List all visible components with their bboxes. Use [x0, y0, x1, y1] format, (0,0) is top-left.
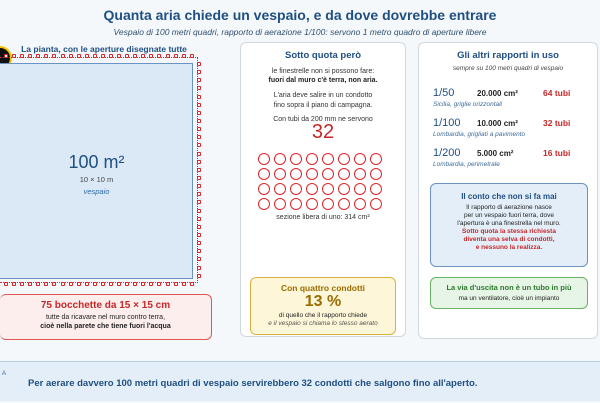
plan-title: La pianta, con le aperture disegnate tutte — [21, 44, 187, 54]
four-ducts-line1: di quello che il rapporto chiede — [278, 312, 368, 319]
vent-mark — [197, 152, 201, 156]
vent-mark — [61, 54, 65, 58]
vent-mark — [141, 282, 145, 286]
four-ducts-percent: 13 % — [304, 293, 342, 310]
below-grade-line3 — [241, 91, 405, 111]
vent-mark — [182, 54, 186, 58]
ratio-value: 1/50 — [433, 87, 455, 99]
vent-mark — [61, 282, 65, 286]
vent-mark — [197, 86, 201, 90]
vent-mark — [157, 282, 161, 286]
tube-section-caption: sezione libera di uno: 314 cm² — [276, 214, 370, 221]
vent-mark — [197, 241, 201, 245]
tube-circle — [258, 153, 270, 165]
vent-mark — [20, 282, 24, 286]
vent-mark — [197, 95, 201, 99]
vent-mark — [69, 282, 73, 286]
never-counted-line2: per un vespaio fuori terra, dove — [464, 212, 554, 219]
vent-mark — [197, 274, 201, 278]
vent-mark — [125, 282, 129, 286]
tube-circle — [306, 183, 318, 195]
area-label: vespaio — [83, 187, 110, 196]
tube-circle — [274, 168, 286, 180]
vent-mark — [28, 282, 32, 286]
four-ducts-line2: e il vespaio si chiama lo stesso aerato — [268, 320, 378, 327]
tube-circle — [370, 183, 382, 195]
vent-mark — [133, 282, 137, 286]
never-counted-line3: l'apertura è una finestrella nel muro. — [457, 220, 561, 227]
vent-mark — [44, 282, 48, 286]
never-counted-callout — [430, 183, 588, 267]
below-grade-line2: fuori dal muro c'è terra, non aria. — [268, 77, 378, 84]
ratio-area: 5.000 cm² — [477, 149, 514, 158]
vent-mark — [141, 54, 145, 58]
tube-size-line: Con tubi da 200 mm ne servono — [273, 116, 373, 123]
page-title: Quanta aria chiede un vespaio, e da dove dovrebbe entrare — [103, 7, 497, 23]
ratio-desc: Lombardia, perimetrale — [433, 161, 500, 168]
tube-circle — [370, 198, 382, 210]
vent-mark — [85, 282, 89, 286]
vent-mark — [197, 217, 201, 221]
vent-mark — [197, 225, 201, 229]
vent-mark — [166, 282, 170, 286]
vent-mark — [4, 282, 8, 286]
vent-mark — [12, 282, 16, 286]
tube-circle — [354, 183, 366, 195]
vent-mark — [197, 176, 201, 180]
below-grade-line1: le finestrelle non si possono fare: — [271, 68, 375, 75]
tube-count: 32 — [311, 121, 335, 143]
tube-circle — [258, 183, 270, 195]
vent-mark — [69, 54, 73, 58]
tube-circle — [322, 153, 334, 165]
never-counted-line5: diventa una selva di condotti, — [463, 236, 555, 243]
vent-mark — [174, 54, 178, 58]
tube-circle — [290, 153, 302, 165]
vent-mark — [117, 282, 121, 286]
tube-circle — [290, 198, 302, 210]
vent-mark — [197, 168, 201, 172]
tube-circle — [290, 168, 302, 180]
vent-mark — [36, 54, 40, 58]
vent-mark — [190, 282, 194, 286]
ratios-subtitle: sempre su 100 metri quadri di vespaio — [452, 65, 564, 72]
ratio-value: 1/100 — [433, 117, 461, 129]
vent-mark — [197, 160, 201, 164]
floor-plan — [0, 57, 198, 283]
vents-top — [4, 54, 194, 58]
tube-circle — [338, 198, 350, 210]
vent-mark — [190, 54, 194, 58]
vent-mark — [197, 62, 201, 66]
vent-mark — [77, 54, 81, 58]
tube-circle — [306, 198, 318, 210]
tube-circle — [338, 153, 350, 165]
vent-mark — [93, 282, 97, 286]
vent-mark — [93, 54, 97, 58]
ratio-value: 1/200 — [433, 147, 461, 159]
vents-bottom — [4, 282, 194, 286]
below-grade-line3a: L'aria deve salire in un condotto — [273, 92, 373, 99]
tube-circle — [370, 168, 382, 180]
vent-mark — [149, 54, 153, 58]
never-counted-line4: Sotto quota la stessa richiesta — [462, 228, 556, 235]
vent-mark — [36, 282, 40, 286]
vent-mark — [157, 54, 161, 58]
vent-mark — [197, 200, 201, 204]
never-counted-line1: Il rapporto di aerazione nasce — [466, 204, 552, 211]
vent-mark — [197, 127, 201, 131]
vent-mark — [101, 282, 105, 286]
vent-mark — [101, 54, 105, 58]
way-out-line1: ma un ventilatore, cioè un impianto — [458, 295, 560, 302]
ratios-heading: Gli altri rapporti in uso — [457, 50, 559, 61]
vent-count-line2: cioè nella parete che tiene fuori l'acqua — [40, 323, 171, 330]
tube-circle — [290, 183, 302, 195]
vent-mark — [197, 78, 201, 82]
tube-circle — [370, 153, 382, 165]
vent-mark — [197, 119, 201, 123]
vents-right — [197, 62, 201, 278]
vent-mark — [197, 184, 201, 188]
vent-mark — [109, 282, 113, 286]
never-counted-heading: Il conto che non si fa mai — [461, 192, 557, 201]
area-dimensions: 10 × 10 m — [79, 175, 114, 184]
ratio-tubes: 64 tubi — [543, 88, 571, 98]
vent-mark — [197, 233, 201, 237]
tube-circle — [322, 198, 334, 210]
vent-mark — [197, 192, 201, 196]
vent-mark — [182, 282, 186, 286]
vent-mark — [197, 111, 201, 115]
vent-mark — [28, 54, 32, 58]
vent-mark — [197, 209, 201, 213]
vent-mark — [197, 70, 201, 74]
footer-tag: A — [2, 371, 7, 377]
vent-mark — [197, 266, 201, 270]
never-counted-text — [431, 204, 587, 228]
vent-mark — [52, 282, 56, 286]
vent-mark — [197, 135, 201, 139]
below-grade-heading: Sotto quota però — [285, 50, 361, 61]
vent-count-line1: tutte da ricavare nel muro contro terra, — [45, 314, 166, 321]
tube-circle — [322, 168, 334, 180]
tube-circle — [306, 168, 318, 180]
four-ducts-callout — [250, 277, 396, 335]
vent-mark — [125, 54, 129, 58]
vent-mark — [85, 54, 89, 58]
tube-circle — [338, 183, 350, 195]
tube-circle — [338, 168, 350, 180]
tube-circle — [258, 168, 270, 180]
ratio-area: 10.000 cm² — [477, 119, 518, 128]
vent-mark — [109, 54, 113, 58]
vent-mark — [197, 249, 201, 253]
tube-circle — [274, 183, 286, 195]
page-subtitle: Vespaio di 100 metri quadri, rapporto di aerazione 1/100: servono 1 metro quadro di aperture libere — [113, 27, 487, 37]
vent-mark — [197, 143, 201, 147]
footer-text: Per aerare davvero 100 metri quadri di vespaio servirebbero 32 condotti che salgono fino all'aperto. — [28, 378, 478, 389]
vent-mark — [117, 54, 121, 58]
ratio-tubes: 32 tubi — [543, 118, 571, 128]
vent-mark — [166, 54, 170, 58]
vent-mark — [12, 54, 16, 58]
footer-banner — [0, 361, 600, 401]
tube-circle — [354, 153, 366, 165]
ratio-row — [433, 87, 593, 108]
vent-count-heading: 75 bocchette da 15 × 15 cm — [40, 300, 171, 311]
ratio-area: 20.000 cm² — [477, 89, 518, 98]
tube-circle — [274, 198, 286, 210]
vent-mark — [52, 54, 56, 58]
ratio-row — [433, 117, 593, 138]
never-counted-line6: e nessuno la realizza. — [475, 244, 543, 251]
vent-mark — [197, 103, 201, 107]
vent-mark — [174, 282, 178, 286]
floor-plan-area — [0, 63, 193, 279]
way-out-callout — [430, 277, 588, 309]
tube-circle — [258, 198, 270, 210]
tube-circle — [322, 183, 334, 195]
area-value: 100 m² — [68, 152, 125, 172]
tube-circle — [306, 153, 318, 165]
tube-circle — [354, 168, 366, 180]
vent-mark — [149, 282, 153, 286]
ratio-desc: Lombardia, grigliati a pavimento — [433, 131, 526, 138]
tube-circle — [354, 198, 366, 210]
vent-mark — [197, 257, 201, 261]
ratio-tubes: 16 tubi — [543, 148, 571, 158]
tube-circles — [258, 153, 388, 210]
way-out-heading: La via d'uscita non è un tubo in più — [446, 283, 572, 292]
vent-mark — [133, 54, 137, 58]
ratio-row — [433, 147, 593, 168]
vent-mark — [44, 54, 48, 58]
vent-mark — [20, 54, 24, 58]
below-grade-line3b: fino sopra il piano di campagna. — [273, 102, 373, 109]
four-ducts-heading: Con quattro condotti — [280, 283, 366, 293]
tube-circle — [274, 153, 286, 165]
vent-mark — [4, 54, 8, 58]
ratio-desc: Sicilia, griglie orizzontali — [433, 101, 502, 108]
vent-count-callout — [0, 294, 212, 340]
vent-mark — [77, 282, 81, 286]
